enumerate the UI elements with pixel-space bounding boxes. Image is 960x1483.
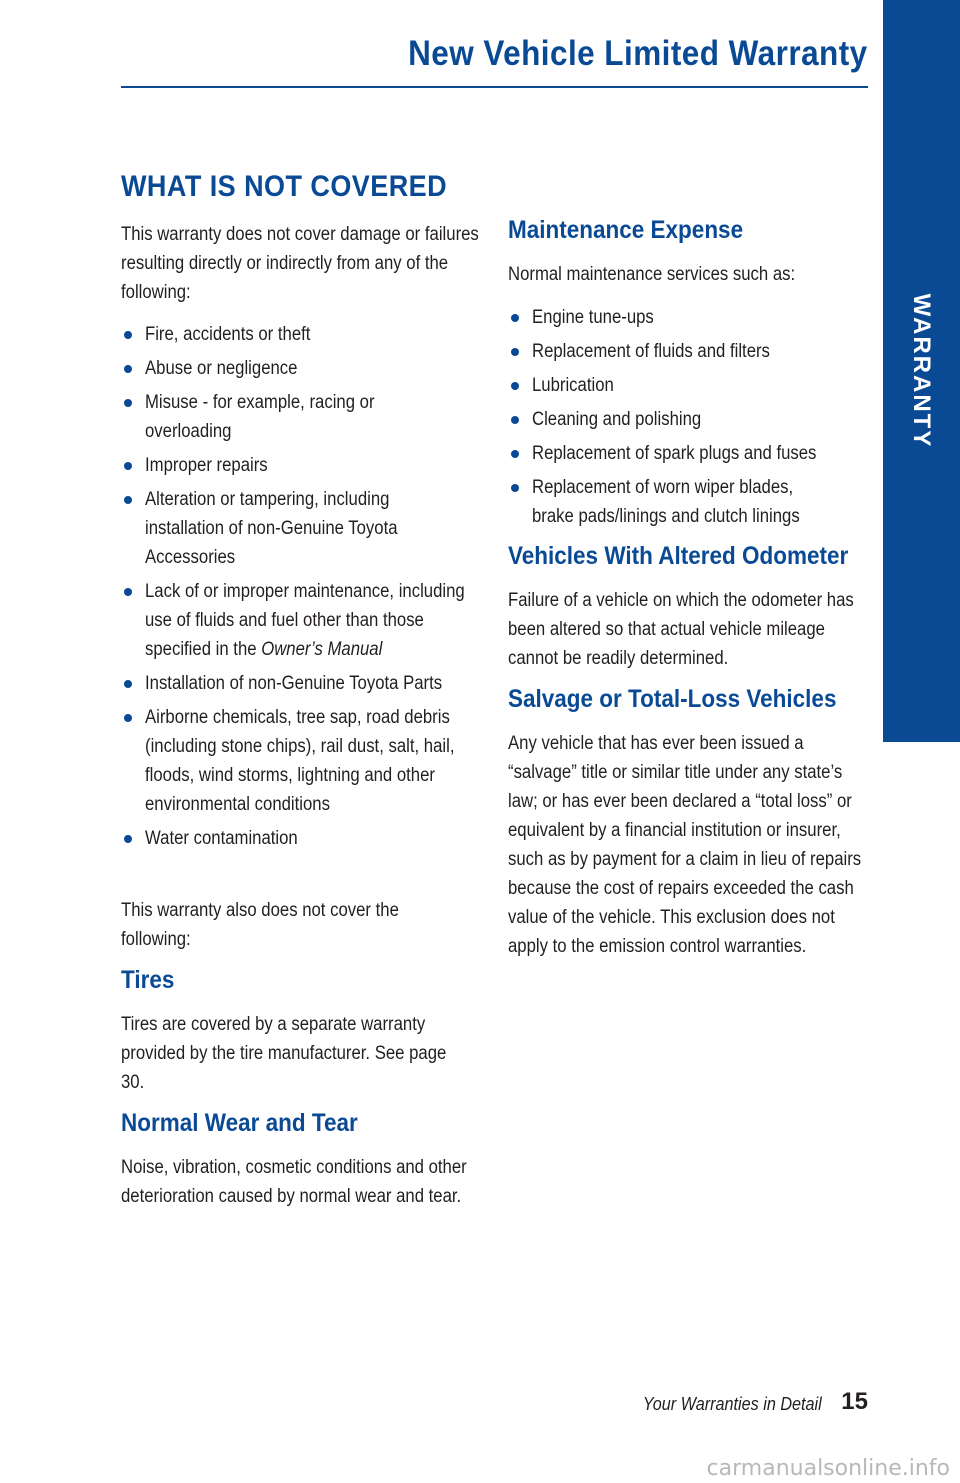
also-not-covered-paragraph: This warranty also does not cover the following:	[121, 900, 399, 950]
header-divider	[121, 86, 868, 88]
list-item: Installation of non-Genuine Toyota Parts	[121, 669, 481, 698]
list-item: Replacement of fluids and filters	[508, 337, 868, 366]
list-item: Misuse - for example, racing or overloading	[121, 388, 481, 446]
bullet-icon	[511, 314, 519, 322]
salvage-paragraph: Any vehicle that has ever been issued a “salvage” title or similar title under any state’s law; or has ever been declared a “total loss” or equivalent by a financial institution or insurer, such as by payment for a claim in lieu of repairs because the cost of repairs exceeded the cash value of the vehicle. This exclusion does not apply to the emission control warranties.	[508, 733, 862, 957]
maintenance-list	[508, 303, 868, 531]
section-heading-not-covered: WHAT IS NOT COVERED	[121, 170, 448, 203]
footer-section-title: Your Warranties in Detail	[643, 1394, 822, 1414]
list-item: Water contamination	[121, 824, 481, 853]
side-tab-label: WARRANTY	[908, 293, 935, 449]
subheading-tires: Tires	[121, 966, 175, 994]
list-item: Lack of or improper maintenance, including use of fluids and fuel other than those specified in the Owner’s Manual	[121, 577, 481, 664]
list-item: Alteration or tampering, including installation of non-Genuine Toyota Accessories	[121, 485, 481, 572]
bullet-icon	[511, 484, 519, 492]
list-item: Replacement of worn wiper blades, brake pads/linings and clutch linings	[508, 473, 868, 531]
bullet-icon	[124, 399, 132, 407]
bullet-icon	[511, 416, 519, 424]
page-header-title: New Vehicle Limited Warranty	[408, 34, 868, 73]
subheading-altered-odometer: Vehicles With Altered Odometer	[508, 542, 849, 570]
tires-paragraph: Tires are covered by a separate warranty provided by the tire manufacturer. See page 30.	[121, 1014, 447, 1093]
list-item: Abuse or negligence	[121, 354, 481, 383]
not-covered-list	[121, 320, 481, 853]
page-number: 15	[841, 1388, 868, 1415]
bullet-icon	[124, 331, 132, 339]
bullet-icon	[124, 365, 132, 373]
bullet-icon	[124, 588, 132, 596]
bullet-icon	[124, 462, 132, 470]
list-item: Replacement of spark plugs and fuses	[508, 439, 868, 468]
list-item: Cleaning and polishing	[508, 405, 868, 434]
list-item: Airborne chemicals, tree sap, road debris (including stone chips), rail dust, salt, hail, floods, wind storms, lightning and other environmental conditions	[121, 703, 481, 819]
altered-odometer-paragraph: Failure of a vehicle on which the odometer has been altered so that actual vehicle mileage cannot be readily determined.	[508, 590, 854, 669]
intro-paragraph: This warranty does not cover damage or failures resulting directly or indirectly from any of the following:	[121, 224, 479, 303]
list-item: Fire, accidents or theft	[121, 320, 481, 349]
subheading-normal-wear: Normal Wear and Tear	[121, 1109, 358, 1137]
maintenance-intro: Normal maintenance services such as:	[508, 264, 796, 285]
subheading-salvage: Salvage or Total-Loss Vehicles	[508, 685, 837, 713]
bullet-icon	[124, 680, 132, 688]
list-item: Engine tune-ups	[508, 303, 868, 332]
bullet-icon	[124, 835, 132, 843]
normal-wear-paragraph: Noise, vibration, cosmetic conditions and other deterioration caused by normal wear and tear.	[121, 1157, 467, 1207]
subheading-maintenance: Maintenance Expense	[508, 216, 744, 244]
bullet-icon	[511, 450, 519, 458]
list-item: Lubrication	[508, 371, 868, 400]
owners-manual-ref: Owner’s Manual	[261, 639, 383, 660]
watermark-text: carmanualsonline.info	[706, 1456, 950, 1481]
list-item: Improper repairs	[121, 451, 481, 480]
bullet-icon	[511, 382, 519, 390]
bullet-icon	[124, 496, 132, 504]
bullet-icon	[511, 348, 519, 356]
bullet-icon	[124, 714, 132, 722]
